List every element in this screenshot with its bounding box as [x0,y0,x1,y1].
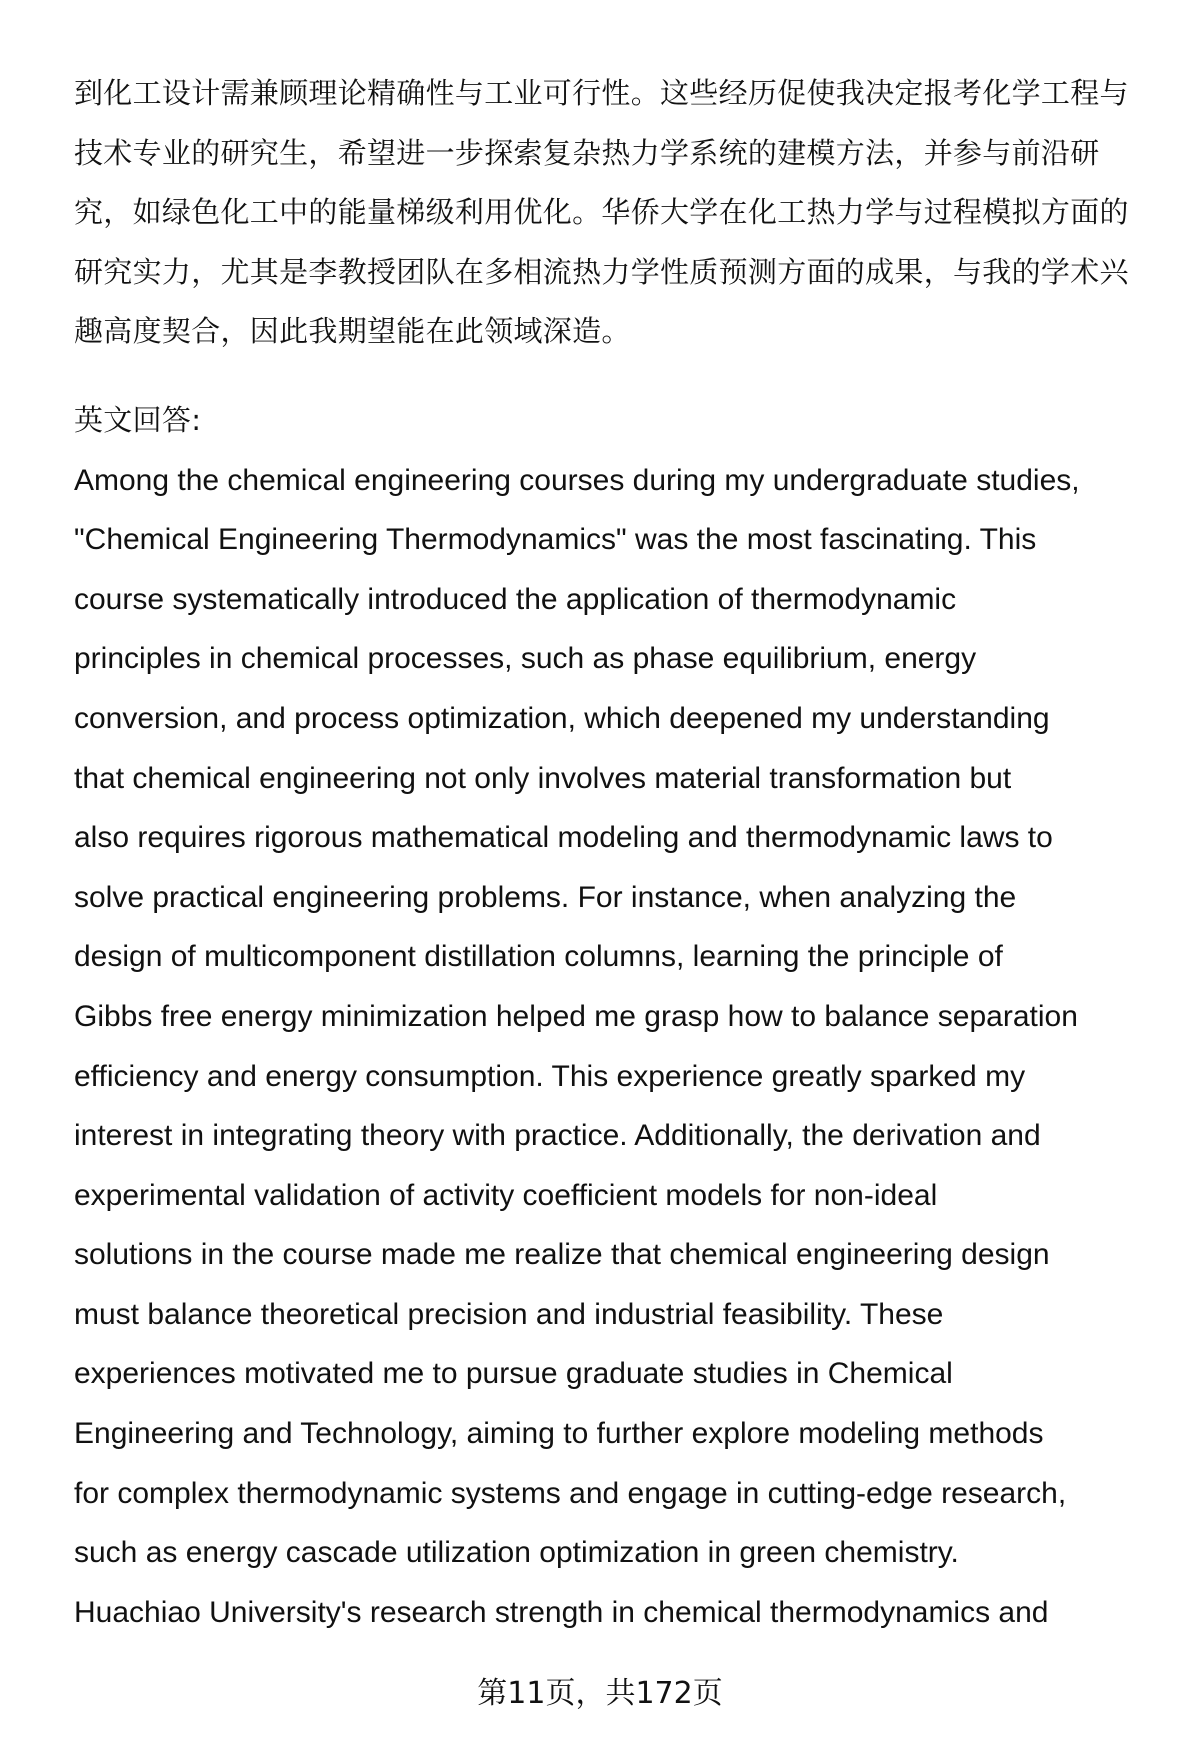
text-line: solve practical engineering problems. For instance, when analyzing the [74,880,1017,914]
text-line: for complex thermodynamic systems and engage in cutting-edge research, [74,1476,1067,1510]
text-line: design of multicomponent distillation columns, learning the principle of [74,940,1003,974]
text-line: experiences motivated me to pursue graduate studies in Chemical [74,1357,953,1391]
text-line: solutions in the course made me realize that chemical engineering design [74,1238,1050,1272]
text-line: such as energy cascade utilization optimization in green chemistry. [74,1536,959,1570]
english-answer [74,451,1174,1643]
text-line: Huachiao University's research strength in chemical thermodynamics and [74,1595,1049,1629]
text-line: 技术专业的研究生，希望进一步探索复杂热力学系统的建模方法，并参与前沿研 [74,135,1100,170]
text-line: Gibbs free energy minimization helped me grasp how to balance separation [74,999,1078,1033]
text-line: Engineering and Technology, aiming to further explore modeling methods [74,1417,1044,1451]
text-line: efficiency and energy consumption. This experience greatly sparked my [74,1059,1026,1093]
text-line: course systematically introduced the application of thermodynamic [74,582,957,616]
text-line: conversion, and process optimization, which deepened my understanding [74,701,1050,735]
text-line: also requires rigorous mathematical modeling and thermodynamic laws to [74,821,1053,855]
english-answer-label: 英文回答: [74,402,202,437]
text-line: 究，如绿色化工中的能量梯级利用优化。华侨大学在化工热力学与过程模拟方面的 [74,195,1129,230]
text-line: principles in chemical processes, such as phase equilibrium, energy [74,642,977,676]
text-line: Among the chemical engineering courses during my undergraduate studies, [74,463,1080,497]
text-line: 到化工设计需兼顾理论精确性与工业可行性。这些经历促使我决定报考化学工程与 [74,76,1129,110]
text-line: that chemical engineering not only involves material transformation but [74,761,1012,795]
text-line: 趣高度契合，因此我期望能在此领域深造。 [74,314,631,349]
text-line: "Chemical Engineering Thermodynamics" was the most fascinating. This [74,523,1037,557]
chinese-answer [74,64,1174,362]
text-line: 研究实力，尤其是李教授团队在多相流热力学性质预测方面的成果，与我的学术兴 [74,254,1129,289]
page-indicator: 第11页，共172页 [477,1676,723,1711]
text-line: must balance theoretical precision and industrial feasibility. These [74,1297,944,1331]
text-line: interest in integrating theory with practice. Additionally, the derivation and [74,1119,1041,1153]
document-body [74,64,1174,1642]
text-line: experimental validation of activity coefficient models for non-ideal [74,1178,938,1212]
